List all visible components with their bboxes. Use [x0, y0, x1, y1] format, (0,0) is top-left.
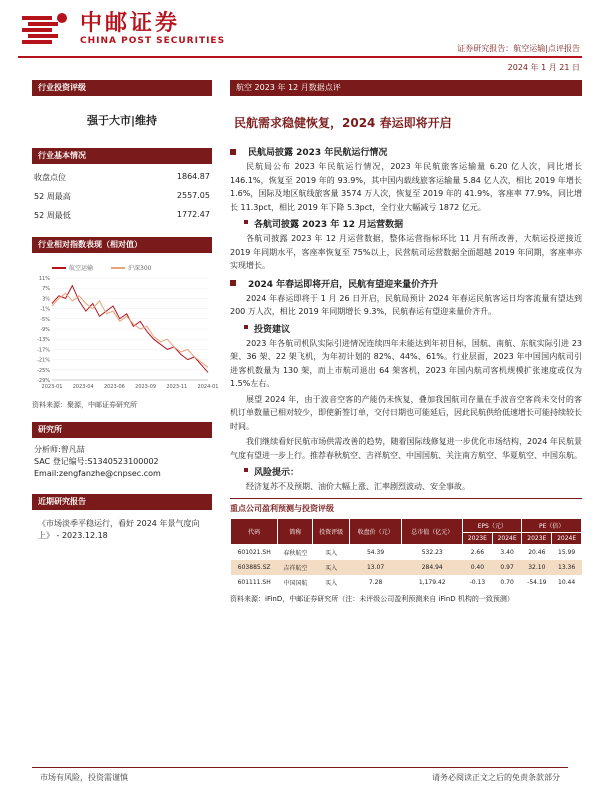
col-header: PE（倍）: [522, 518, 582, 532]
y-tick-label: -5%: [40, 316, 50, 323]
col-header: EPS（元）: [463, 518, 522, 532]
cell: 20.46: [528, 548, 546, 556]
cell: 32.10: [522, 560, 552, 575]
y-tick-label: -29%: [37, 378, 50, 384]
cell: 603885.SZ: [231, 560, 278, 575]
cell: 0.40: [463, 560, 493, 575]
basic-value: 2557.05: [176, 191, 210, 200]
chart-source: 资料来源：聚源，中邮证券研究所: [32, 401, 137, 409]
legend-swatch: [52, 267, 66, 269]
basic-row: [32, 168, 212, 187]
analyst-email[interactable]: Email:zengfanzhe@cnpsec.com: [34, 469, 161, 478]
footer-left: 市场有风险，投资需谨慎: [40, 773, 128, 782]
rating-section-title: 行业投资评级: [32, 80, 212, 96]
sub-heading: 风险提示：: [254, 465, 582, 478]
y-tick-label: -21%: [37, 357, 50, 364]
table-row: [231, 544, 582, 560]
y-tick-label: 7%: [42, 286, 50, 293]
cell: 吉祥航空: [278, 560, 313, 575]
cell: 春秋航空: [283, 549, 308, 557]
legend-swatch: [111, 267, 125, 269]
cell: 2.66: [470, 548, 485, 556]
cell: 13.07: [349, 560, 402, 575]
x-tick-label: 2024-01: [197, 384, 219, 390]
bullet-icon: [230, 280, 236, 286]
chart-legend: [52, 263, 212, 272]
table-note: 资料来源：iFinD，中邮证券研究所（注：未评级公司盈利预测来自 iFinD 机构的一致预测）: [230, 594, 514, 603]
legend-item: [111, 263, 151, 272]
cell: 284.94: [402, 560, 463, 575]
company-logo: [18, 8, 70, 48]
paragraph: 各航司披露 2023 年 12 月运营数据，整体运营指标环比 11 月有所改善，大航运投逆接近 2019 年同期水平，客座率恢复至 75%以上，民营航司运营数据全面超越 2019 年同期，客座率亦实现增长。: [230, 234, 582, 270]
left-sidebar: [32, 80, 219, 550]
col-header: 代码: [231, 518, 278, 544]
brand-name-en: CHINA POST SECURITIES: [80, 36, 226, 46]
legend-label: 沪深300: [128, 265, 152, 272]
y-tick-label: -1%: [40, 306, 50, 313]
brand-name-cn: 中邮证券: [80, 10, 181, 36]
cell: 10.44: [558, 578, 576, 586]
cell: 买入: [313, 560, 349, 575]
paragraph: 2023 年各航司机队实际引进情况连续四年未能达到年初目标，国航、南航、东航实际引进 23 架、36 架、22 架飞机，为年初计划的 82%、44%、61%。行业层面，2023 年中国国内航司引进客机数量为 130 架，而上市航司退出 64 架客机，2023 年国内航司客机规模扩张速度或仅为 1.5%左右。: [230, 338, 582, 388]
cell: 15.99: [558, 548, 576, 556]
cell: 3.40: [500, 548, 514, 556]
x-tick-label: 2023-04: [72, 384, 94, 390]
y-tick-label: -9%: [40, 327, 50, 333]
main-content: [230, 80, 582, 605]
paragraph: 展望 2024 年，由于波音空客的产能仍未恢复，叠加我国航司存量在手波音空客尚未交付的客机订单数量已相对较少，即使新签订单，交付日期也可能延后，因此民航供给低速增长可能持续较长时间。: [230, 394, 582, 431]
col-header: 总市值（亿元）: [402, 518, 463, 544]
heading-text: 2024 年春运即将开启，民航有望迎来量价齐升: [248, 279, 439, 290]
section-heading: [230, 277, 582, 290]
y-tick-label: 11%: [38, 276, 50, 282]
paragraph: 2024 年春运即将于 1 月 26 日开启，民航局预计 2024 年春运民航客运日均客流量有望达到 200 万人次，相比 2019 年同期增长 9.3%，民航春运有望迎来量价齐升。: [230, 293, 582, 316]
analyst-info: [32, 438, 212, 486]
table-row: [231, 575, 582, 590]
col-header: 2023E: [522, 532, 552, 544]
basic-label: 52 周最低: [34, 211, 71, 220]
basic-row: [32, 187, 212, 206]
y-tick-label: 3%: [42, 296, 50, 303]
cell: 买入: [325, 549, 338, 557]
footer-right: 请务必阅读正文之后的免责条款部分: [432, 773, 560, 782]
forecast-table: [230, 518, 582, 590]
col-header: 2024E: [492, 532, 522, 544]
cell: 13.36: [552, 560, 582, 575]
basic-value: 1864.87: [176, 172, 210, 181]
col-header: 2023E: [463, 532, 493, 544]
bullet-icon: [230, 149, 236, 155]
legend-label: 航空运输: [69, 265, 94, 272]
analyst-section-title: 研究所: [32, 422, 212, 438]
footer-divider: [32, 767, 568, 768]
header-divider: [18, 56, 582, 58]
performance-chart: [32, 274, 219, 394]
breadcrumb: 证券研究报告：航空运输|点评报告: [457, 44, 580, 53]
cell: 601021.SH: [237, 548, 271, 556]
x-tick-label: 2023-09: [135, 384, 157, 390]
table-row: [231, 560, 582, 575]
series-line: [52, 293, 208, 367]
col-header: 简称: [278, 518, 313, 544]
report-date: 2024 年 1 月 21 日: [507, 63, 580, 72]
analyst-sac: SAC 登记编号:S1340523100002: [34, 457, 159, 466]
recent-report-link[interactable]: 《市场淡季平稳运行，看好 2024 年景气度向上》 - 2023.12.18: [38, 519, 200, 540]
cell: -0.13: [469, 578, 486, 586]
cell: 532.23: [421, 548, 443, 556]
cell: 0.70: [500, 578, 514, 586]
basic-row: [32, 206, 212, 225]
cell: 54.39: [366, 548, 385, 556]
col-header: 2024E: [552, 532, 582, 544]
y-tick-label: -13%: [37, 337, 50, 344]
recent-section-title: 近期研究报告: [32, 494, 212, 510]
cell: 买入: [325, 579, 338, 587]
cell: 中国国航: [283, 579, 308, 587]
x-tick-label: 2023-11: [166, 384, 188, 390]
basic-label: 收盘点位: [34, 173, 66, 182]
paragraph: 民航局公布 2023 年民航运行情况，2023 年民航旅客运输量 6.20 亿人次，同比增长 146.1%，恢复至 2019 年的 93.9%，其中国内载线旅客运输量 5.84 亿人次，相比 2019 年增长 1.6%，国际及地区航线旅客量 3574 万人次，恢复至 2019 年的 41.9%，客座率 77.9%，同比增长 11.3pct，相比 2019 年下降 5.3pct，全行业大幅减亏 1872 亿元。: [230, 162, 582, 212]
paragraph: 经济复苏不及预期、油价大幅上涨、汇率剧烈波动、安全事故。: [246, 482, 470, 491]
y-tick-label: -25%: [37, 367, 50, 374]
cell: 601111.SH: [237, 578, 271, 586]
report-topic: 航空 2023 年 12 月数据点评: [230, 80, 582, 96]
report-title: 民航需求稳健恢复，2024 春运即将开启: [234, 116, 452, 130]
col-header: 收盘价（元）: [349, 518, 402, 544]
table-title: 重点公司盈利预测与投资评级: [230, 498, 582, 514]
cell: 0.97: [492, 560, 522, 575]
basic-label: 52 周最高: [34, 192, 71, 201]
x-tick-label: 2023-01: [41, 384, 63, 390]
x-tick-label: 2023-06: [103, 384, 125, 390]
performance-section-title: 行业相对指数表现（相对值）: [32, 237, 212, 253]
y-tick-label: -17%: [37, 347, 50, 354]
analyst-name: 分析师:曾凡喆: [34, 445, 85, 454]
cell: 1,179.42: [418, 578, 446, 586]
legend-item: [52, 263, 93, 272]
paragraph: 我们继续看好民航市场供需改善的趋势，随着国际线修复进一步优化市场结构，2024 年民航景气度有望进一步上行。推荐春秋航空、吉祥航空、中国国航、关注南方航空、华夏航空、中国东航。: [230, 437, 582, 460]
sub-heading: 投资建议: [254, 322, 582, 335]
basic-section-title: 行业基本情况: [32, 148, 212, 164]
cell: -54.19: [527, 578, 547, 586]
section-heading: [230, 145, 582, 158]
col-header: 投资评级: [313, 518, 349, 544]
cell: 7.28: [368, 578, 383, 586]
heading-text: 民航局披露 2023 年民航运行情况: [248, 148, 388, 158]
sub-heading: 各航司披露 2023 年 12 月运营数据: [254, 217, 582, 230]
industry-rating: 强于大市|维持: [86, 114, 158, 127]
basic-value: 1772.47: [176, 210, 210, 219]
